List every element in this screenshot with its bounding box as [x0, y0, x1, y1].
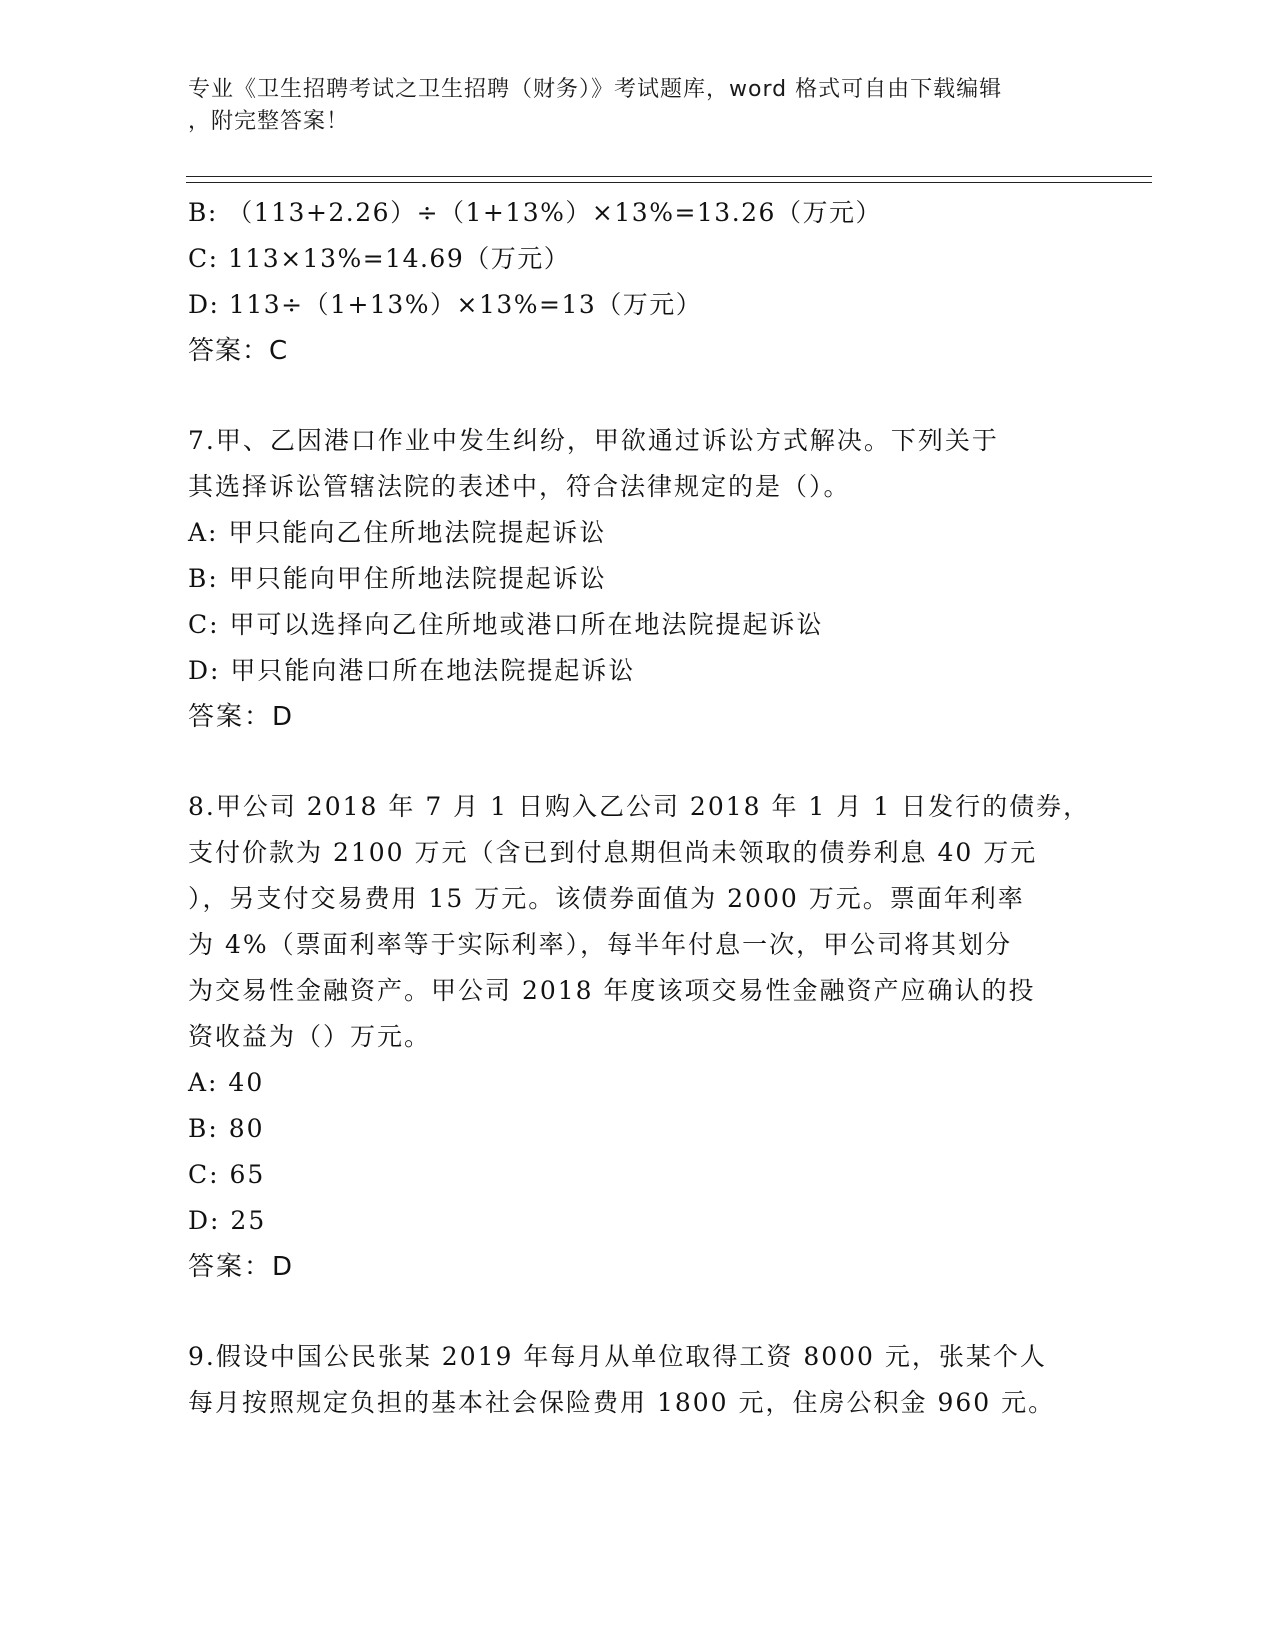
- question-stem-line: 每月按照规定负担的基本社会保险费用 1800 元，住房公积金 960 元。: [188, 1388, 1056, 1417]
- answer-line: 答案：D: [188, 702, 295, 732]
- question-9: [188, 1334, 1068, 1426]
- question-stem-line: 8.甲公司 2018 年 7 月 1 日购入乙公司 2018 年 1 月 1 日发行的债券，: [188, 792, 1091, 821]
- answer-line: 答案：C: [188, 336, 289, 366]
- spacer: [188, 374, 1068, 418]
- question-stem-line: 为 4%（票面利率等于实际利率），每半年付息一次，甲公司将其划分: [188, 930, 1013, 959]
- header-divider: [186, 176, 1152, 183]
- question-stem-line: 9.假设中国公民张某 2019 年每月从单位取得工资 8000 元，张某个人: [188, 1342, 1047, 1371]
- question-content: [188, 190, 1091, 1426]
- question-stem-line: 其选择诉讼管辖法院的表述中，符合法律规定的是（）。: [188, 472, 851, 501]
- option-d: D: 甲只能向港口所在地法院提起诉讼: [188, 656, 636, 685]
- question-8: [188, 784, 1091, 1290]
- question-7: [188, 418, 1068, 740]
- question-6: [188, 190, 1068, 374]
- option-b: B: 甲只能向甲住所地法院提起诉讼: [188, 564, 607, 593]
- header-line-2: ，附完整答案！: [188, 109, 350, 134]
- option-b: B: （113+2.26）÷（1+13%）×13%=13.26（万元）: [188, 198, 882, 227]
- spacer: [188, 1290, 1068, 1334]
- option-c: C: 甲可以选择向乙住所地或港口所在地法院提起诉讼: [188, 610, 824, 639]
- page-header: [188, 74, 1068, 138]
- question-stem-line: 为交易性金融资产。甲公司 2018 年度该项交易性金融资产应确认的投: [188, 976, 1036, 1005]
- question-stem-line: 支付价款为 2100 万元（含已到付息期但尚未领取的债券利息 40 万元: [188, 838, 1038, 867]
- question-stem-line: ），另支付交易费用 15 万元。该债券面值为 2000 万元。票面年利率: [188, 884, 1025, 913]
- spacer: [188, 740, 1068, 784]
- option-c: C: 113×13%=14.69（万元）: [188, 244, 571, 273]
- header-line-1: 专业《卫生招聘考试之卫生招聘（财务）》考试题库，word 格式可自由下载编辑: [188, 77, 1003, 102]
- option-a: A: 40: [188, 1068, 265, 1097]
- question-stem-line: 资收益为（）万元。: [188, 1022, 432, 1051]
- option-b: B: 80: [188, 1114, 265, 1143]
- option-d: D: 113÷（1+13%）×13%=13（万元）: [188, 290, 703, 319]
- question-stem-line: 7.甲、乙因港口作业中发生纠纷，甲欲通过诉讼方式解决。下列关于: [188, 426, 999, 455]
- option-d: D: 25: [188, 1206, 267, 1235]
- option-c: C: 65: [188, 1160, 266, 1189]
- option-a: A: 甲只能向乙住所地法院提起诉讼: [188, 518, 607, 547]
- answer-line: 答案：D: [188, 1252, 295, 1282]
